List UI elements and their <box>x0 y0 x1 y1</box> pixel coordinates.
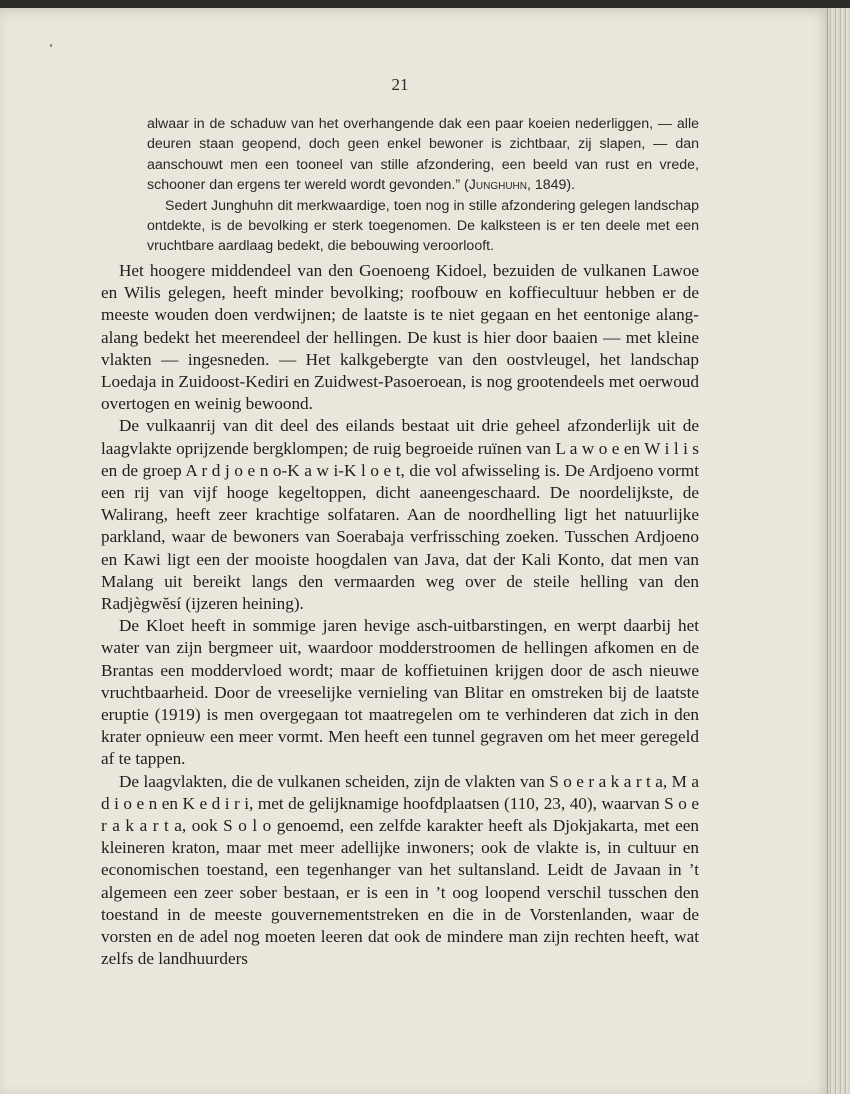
scan-speck <box>50 44 52 47</box>
body-paragraph: De Kloet heeft in sommige jaren hevige asch-uitbarstingen, en werpt daarbij het water van zijn bergmeer uit, waardoor modderstroomen de hellingen afkomen en de Brantas een moddervloed wordt; maar de koffietuinen krijgen door de asch nieuwe vruchtbaarheid. Door de vreeselijke vernieling van Blitar en omstreken bij de laatste eruptie (1919) is men overgegaan tot maatregelen om te verhinderen dat zich in den krater opnieuw een meer vormt. Men heeft een tunnel gegraven om het meer geregeld af te tappen. <box>101 616 699 769</box>
quote-paragraph <box>147 114 699 196</box>
quoted-passage <box>147 114 699 257</box>
body-paragraph: De vulkaanrij van dit deel des eilands bestaat uit drie geheel afzonderlijk uit de laagvlakte oprijzende bergklompen; de ruig begroeide ruïnen van L a w o e en W i l i s en de groep A r d j o e n o-K a w i-K l o e t, die vol afwisseling is. De Ardjoeno vormt een rij van vijf hooge kegeltoppen, dicht aaneengeschaard. De noordelijkste, de Walirang, heeft zeer krachtige solfataren. Aan de noordhelling ligt het natuurlijke parkland, waar de bewoners van Soerabaja verfrissching zoeken. Tusschen Ardjoeno en Kawi ligt een der mooiste hoogdalen van Java, dat der Kali Konto, dat men van Malang uit bereikt langs den vermaarden weg over de steile helling van den Radjègwĕsí (ijzeren heining). <box>101 416 699 614</box>
citation-year: , 1849). <box>526 177 576 194</box>
quote-paragraph: Sedert Junghuhn dit merkwaardige, toen nog in stille afzondering gelegen landschap ontdekte, is de bevolking er sterk toegenomen. De kalksteen is er ten deele met een vruchtbare aardlaag bedekt, die bebouwing veroorlooft. <box>147 197 699 255</box>
body-paragraph: De laagvlakten, die de vulkanen scheiden, zijn de vlakten van S o e r a k a r t a, M a d i o e n en K e d i r i, met de gelijknamige hoofdplaatsen (110, 23, 40), waarvan S o e r a k a r t a, ook S o l o genoemd, een zelfde karakter heeft als Djokjakarta, met een kleineren kraton, maar met meer adellijke inwoners; ook de vlakte is, in cultuur en economischen toestand, een tegenhanger van het sultansland. Leidt de Javaan in ’t algemeen een zeer sober bestaan, er is een in ’t oog loopend verschil tusschen den toestand in de meeste gouvernementstreken en die in de Vorstenlanden, waar de vorsten en de adel nog moeten leeren dat ook de mindere man zijn rechten heeft, wat zelfs de landhuurders <box>101 771 699 969</box>
body-paragraph: Het hoogere middendeel van den Goenoeng Kidoel, bezuiden de vulkanen Lawoe en Wilis gelegen, heeft minder bevolking; roofbouw en koffiecultuur hebben er de meeste wouden doen verdwijnen; de laatste is te niet gegaan en het eentonige alang-alang bedekt het meerendeel der hellingen. De kust is hier door baaien — met kleine vlakten — ingesneden. — Het kalkgebergte van den oostvleugel, het landschap Loedaja in Zuidoost-Kediri en Zuidwest-Pasoeroean, is nog grootendeels met oerwoud overtogen en weinig bewoond. <box>101 261 699 414</box>
citation-author: Junghuhn <box>468 177 527 194</box>
page-number: 21 <box>391 75 409 94</box>
body-text <box>101 260 699 971</box>
quote-text: alwaar in de schaduw van het overhangende dak een paar koeien nederliggen, — alle deuren staan geopend, doch geen enkel bewoner is zichtbaar, zij slapen, — dan aanschouwt men een tooneel van stille afzondering, een beeld van rust en vrede, schooner dan ergens ter wereld wordt gevonden.” ( <box>147 116 699 194</box>
page-edges <box>827 8 850 1094</box>
scan-top-border <box>0 0 850 8</box>
